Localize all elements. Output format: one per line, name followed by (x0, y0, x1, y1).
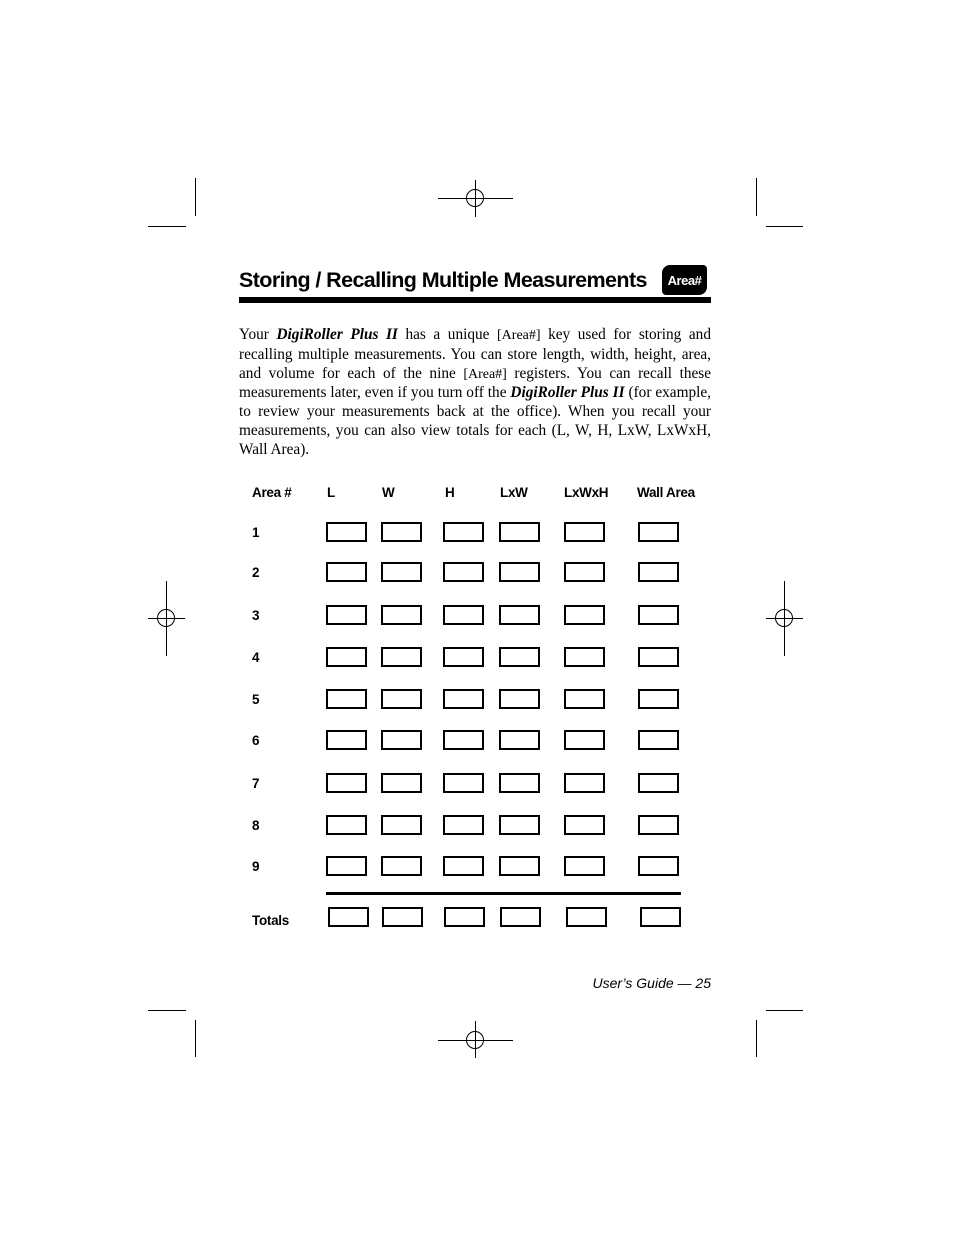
cell-area6-wall-area (638, 730, 679, 750)
intro-paragraph: Your DigiRoller Plus II has a unique [Area#] key used for storing and recalling multiple measurements. You can store length, width, height, area, and volume for each of the nine [Area#] registers. You can recall these measurements later, even if you turn off the DigiRoller Plus II (for example, to review your measurements back at the office). When you recall your measurements, you can also view totals for each (L, W, H, LxW, LxWxH, Wall Area). (239, 326, 712, 458)
totals-cell-l (328, 907, 369, 927)
cell-area1-w (381, 522, 422, 542)
cell-area1-lxwxh (564, 522, 605, 542)
cell-area9-lxwxh (564, 856, 605, 876)
cell-area6-l (326, 730, 367, 750)
cell-area1-l (326, 522, 367, 542)
cell-area5-l (326, 689, 367, 709)
row-label-7: 7 (252, 776, 260, 791)
product-name: DigiRoller Plus II (510, 384, 625, 402)
crop-mark-top-left-horizontal (148, 226, 186, 227)
row-label-3: 3 (252, 608, 260, 623)
column-header-h: H (445, 485, 455, 500)
cell-area9-w (381, 856, 422, 876)
cell-area4-h (443, 647, 484, 667)
column-header-area: Area # (252, 485, 292, 500)
cell-area3-l (326, 605, 367, 625)
cell-area8-h (443, 815, 484, 835)
cell-area3-lxw (499, 605, 540, 625)
row-label-9: 9 (252, 859, 260, 874)
cell-area2-l (326, 562, 367, 582)
crop-mark-bottom-left-horizontal (148, 1010, 186, 1011)
cell-area6-lxwxh (564, 730, 605, 750)
cell-area2-wall-area (638, 562, 679, 582)
product-name: DigiRoller Plus II (276, 326, 398, 343)
row-label-4: 4 (252, 650, 260, 665)
cell-area2-lxwxh (564, 562, 605, 582)
totals-cell-wall-area (640, 907, 681, 927)
cell-area6-h (443, 730, 484, 750)
row-label-2: 2 (252, 565, 260, 580)
totals-cell-lxw (500, 907, 541, 927)
cell-area1-wall-area (638, 522, 679, 542)
crop-mark-top-right-horizontal (766, 226, 803, 227)
cell-area5-lxw (499, 689, 540, 709)
cell-area1-lxw (499, 522, 540, 542)
cell-area6-lxw (499, 730, 540, 750)
cell-area3-lxwxh (564, 605, 605, 625)
cell-area7-wall-area (638, 773, 679, 793)
cell-area9-l (326, 856, 367, 876)
area-key-icon: Area# (662, 265, 707, 295)
page-footer: User’s Guide — 25 (592, 975, 711, 991)
cell-area2-w (381, 562, 422, 582)
cell-area7-w (381, 773, 422, 793)
row-label-6: 6 (252, 733, 260, 748)
crop-mark-bottom-right-vertical (756, 1020, 757, 1057)
row-label-5: 5 (252, 692, 260, 707)
cell-area7-lxwxh (564, 773, 605, 793)
cell-area2-h (443, 562, 484, 582)
totals-cell-lxwxh (566, 907, 607, 927)
cell-area8-lxwxh (564, 815, 605, 835)
cell-area4-l (326, 647, 367, 667)
title-rule (239, 297, 711, 303)
cell-area8-wall-area (638, 815, 679, 835)
column-header-lxwxh: LxWxH (564, 485, 609, 500)
totals-rule (326, 892, 681, 895)
crop-mark-bottom-left-vertical (195, 1020, 196, 1057)
cell-area4-wall-area (638, 647, 679, 667)
cell-area5-w (381, 689, 422, 709)
row-label-1: 1 (252, 525, 260, 540)
column-header-wall-area: Wall Area (637, 485, 695, 500)
column-header-l: L (327, 485, 335, 500)
cell-area3-wall-area (638, 605, 679, 625)
cell-area7-l (326, 773, 367, 793)
cell-area9-wall-area (638, 856, 679, 876)
cell-area5-lxwxh (564, 689, 605, 709)
cell-area8-lxw (499, 815, 540, 835)
area-key-reference: [Area#] (463, 366, 507, 382)
cell-area4-lxwxh (564, 647, 605, 667)
cell-area1-h (443, 522, 484, 542)
crop-mark-top-left-vertical (195, 178, 196, 216)
cell-area3-h (443, 605, 484, 625)
totals-cell-h (444, 907, 485, 927)
cell-area4-w (381, 647, 422, 667)
cell-area2-lxw (499, 562, 540, 582)
page-title: Storing / Recalling Multiple Measurements (239, 268, 647, 292)
cell-area9-lxw (499, 856, 540, 876)
cell-area6-w (381, 730, 422, 750)
cell-area9-h (443, 856, 484, 876)
column-header-lxw: LxW (500, 485, 528, 500)
column-header-w: W (382, 485, 395, 500)
totals-label: Totals (252, 913, 289, 928)
crop-mark-top-right-vertical (756, 178, 757, 216)
cell-area3-w (381, 605, 422, 625)
cell-area5-h (443, 689, 484, 709)
area-key-reference: [Area#] (497, 328, 541, 343)
cell-area7-h (443, 773, 484, 793)
crop-mark-bottom-right-horizontal (766, 1010, 803, 1011)
cell-area5-wall-area (638, 689, 679, 709)
cell-area8-w (381, 815, 422, 835)
totals-cell-w (382, 907, 423, 927)
cell-area8-l (326, 815, 367, 835)
row-label-8: 8 (252, 818, 260, 833)
cell-area7-lxw (499, 773, 540, 793)
cell-area4-lxw (499, 647, 540, 667)
